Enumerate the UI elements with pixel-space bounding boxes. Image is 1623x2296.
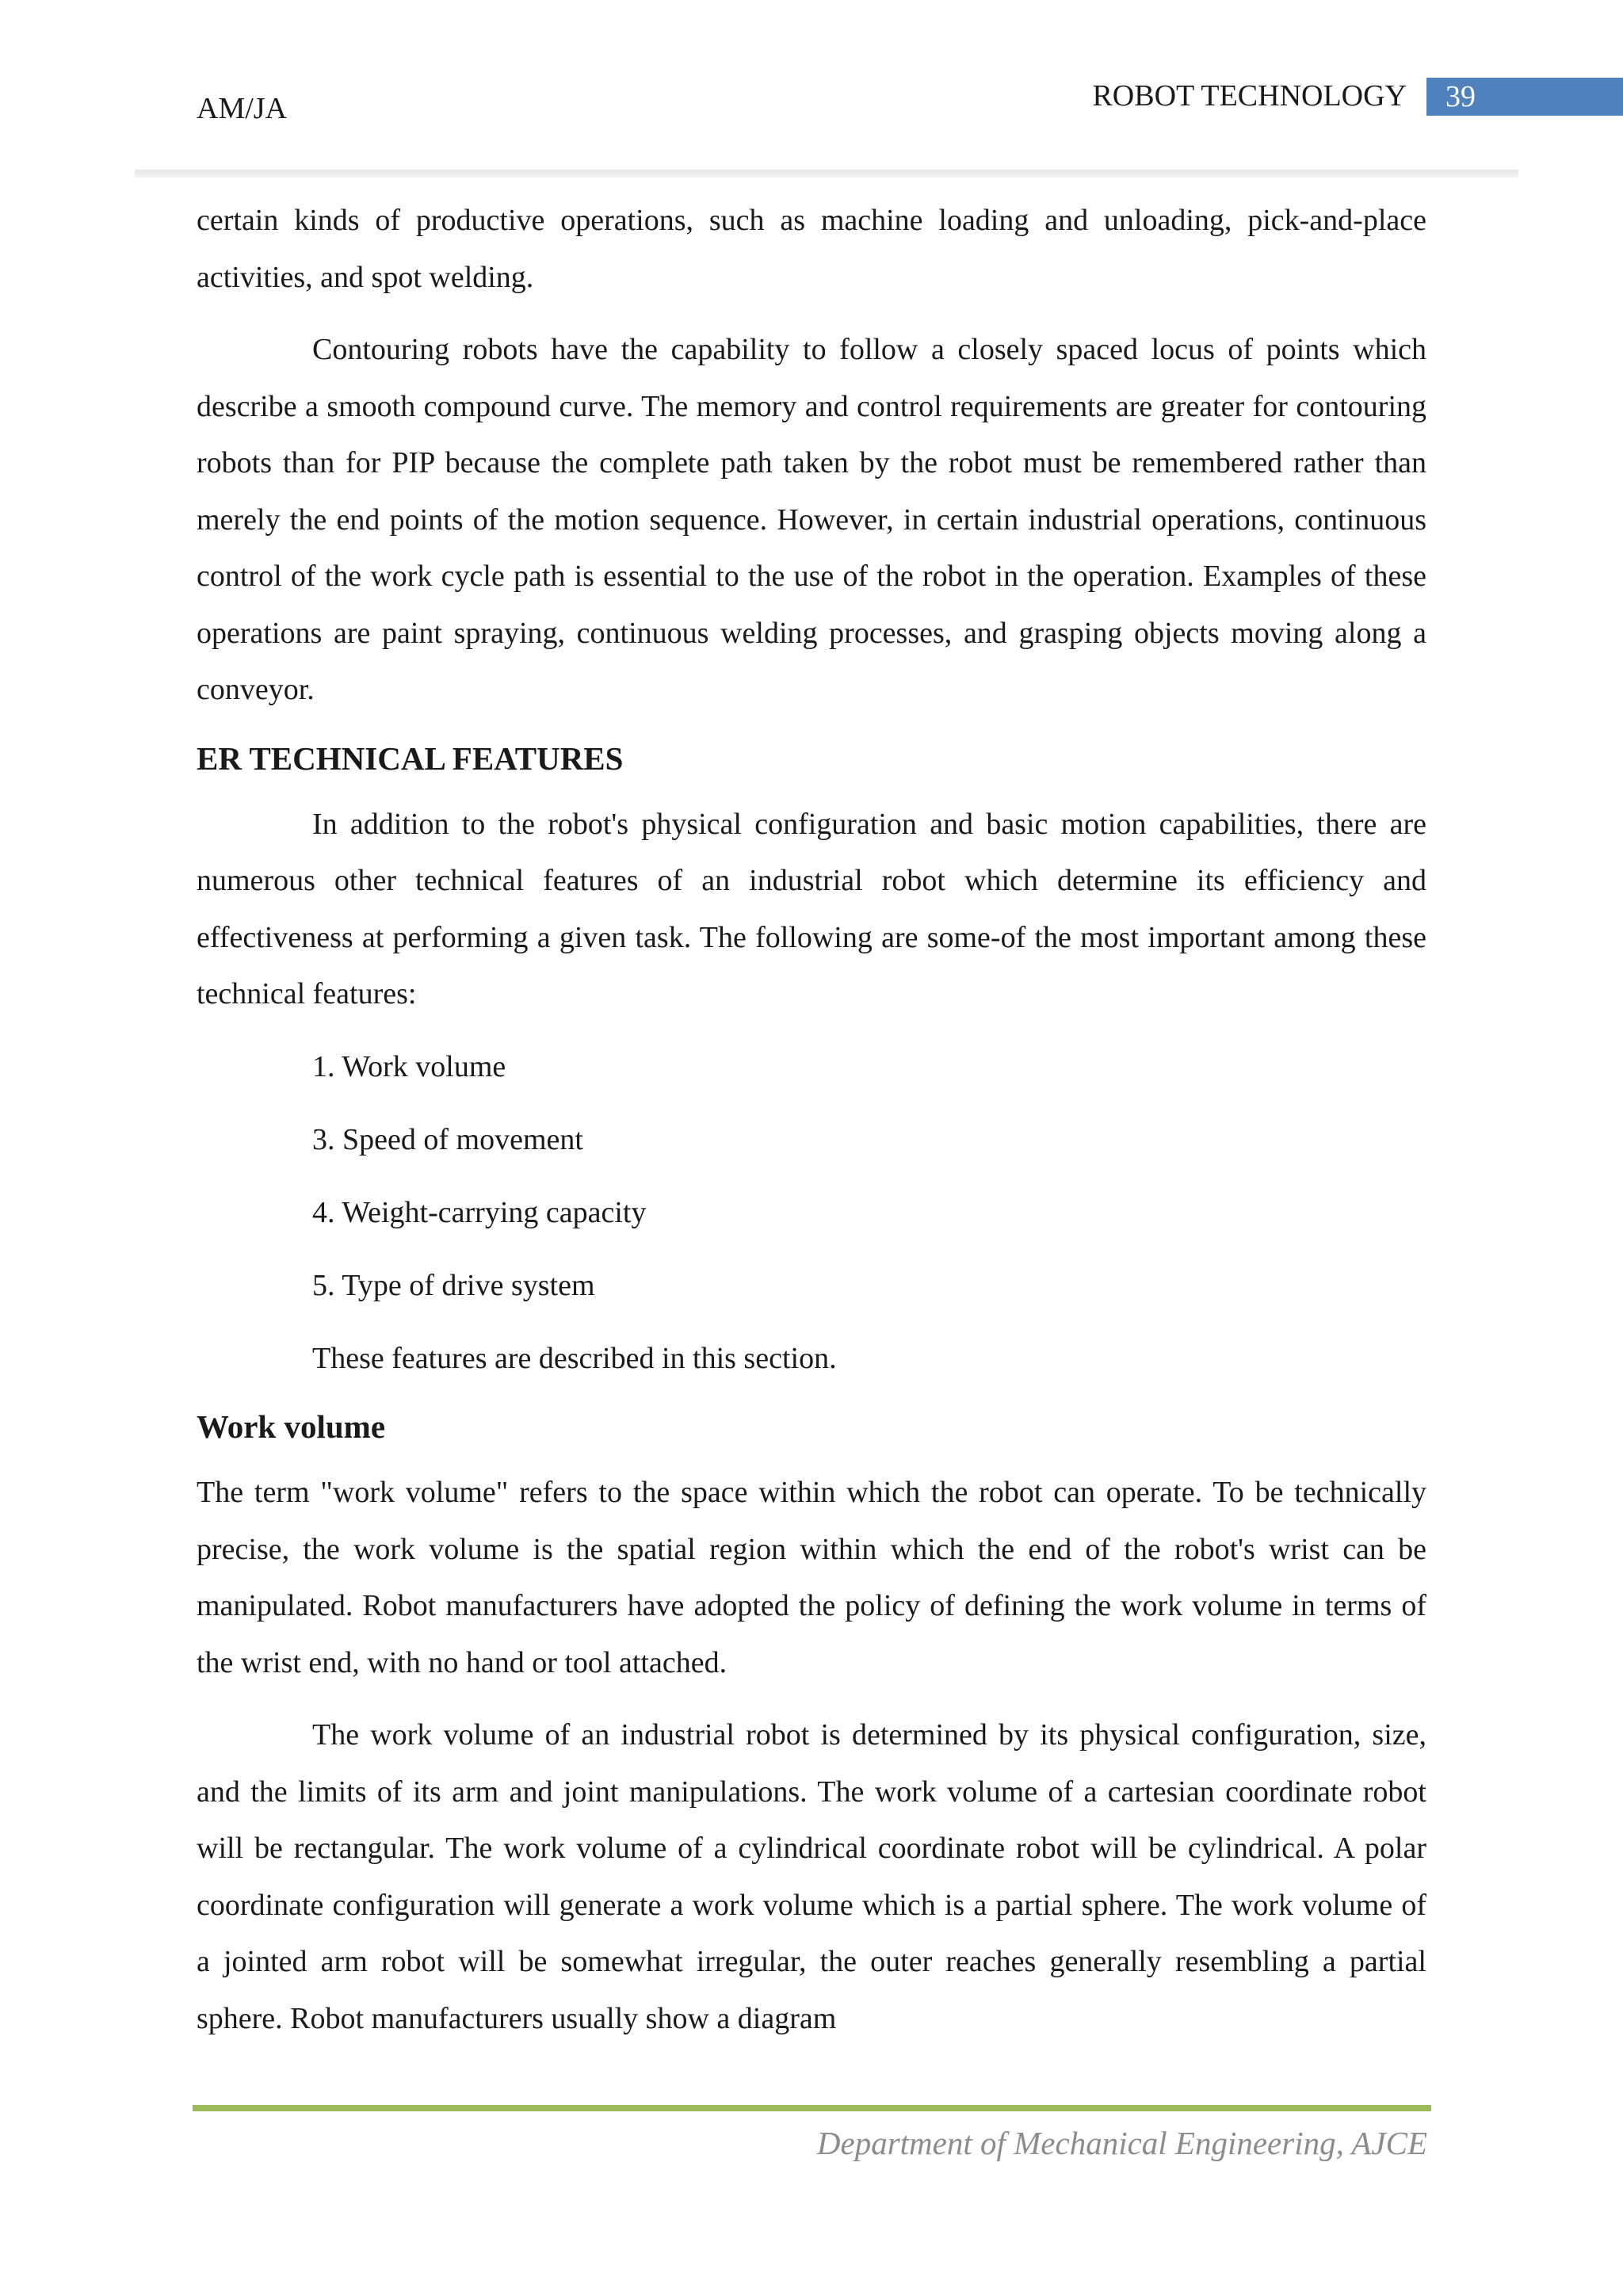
footer-divider [193,2105,1431,2111]
footer-department: Department of Mechanical Engineering, AJCE [816,2125,1427,2161]
section-heading-technical-features: ER TECHNICAL FEATURES [197,739,624,777]
page-number-badge [1426,78,1623,116]
paragraph-features-note: These features are described in this section. [312,1341,837,1375]
list-item: 5. Type of drive system [312,1268,595,1302]
paragraph-continuation: certain kinds of productive operations, such as machine loading and unloading, pick-and-place activities, and spot welding. [197,204,1426,294]
list-item: 1. Work volume [312,1049,506,1083]
feature-list [197,1039,1426,1331]
header-document-title: ROBOT TECHNOLOGY [1092,79,1407,113]
paragraph-work-volume-configuration: The work volume of an industrial robot is determined by its physical configuration, size, and the limits of its arm and joint manipulations. The work volume of a cartesian coordinate robot will be rectangular. The work volume of a cylindrical coordinate robot will be cylindrical. A polar coordinate configuration will generate a work volume which is a partial sphere. The work volume of a jointed arm robot will be somewhat irregular, the outer reaches generally resembling a partial sphere. Robot manufacturers usually show a diagram [197,1718,1426,2035]
page-body [197,193,1426,2063]
header-divider [135,170,1518,178]
subheading-work-volume: Work volume [197,1408,386,1445]
paragraph-technical-features-intro: In addition to the robot's physical configuration and basic motion capabilities, there are numerous other technical features of an industrial robot which determine its efficiency and effectiveness at performing a given task. The following are some-of the most important among these technical features: [197,807,1426,1010]
list-item: 3. Speed of movement [312,1122,583,1156]
paragraph-work-volume-definition: The term "work volume" refers to the space within which the robot can operate. To be technically precise, the work volume is the spatial region within which the end of the robot's wrist can be manipulated. Robot manufacturers have adopted the policy of defining the work volume in terms of the wrist end, with no hand or tool attached. [197,1476,1426,1679]
header-author-initials: AM/JA [197,92,288,125]
paragraph-contouring-robots: Contouring robots have the capability to follow a closely spaced locus of points which describe a smooth compound curve. The memory and control requirements are greater for contouring robots than for PIP because the complete path taken by the robot must be remembered rather than merely the end points of the motion sequence. However, in certain industrial operations, continuous control of the work cycle path is essential to the use of the robot in the operation. Examples of these operations are paint spraying, continuous welding processes, and grasping objects moving along a conveyor. [197,333,1426,706]
list-item: 4. Weight-carrying capacity [312,1195,647,1229]
page-number: 39 [1445,80,1476,113]
